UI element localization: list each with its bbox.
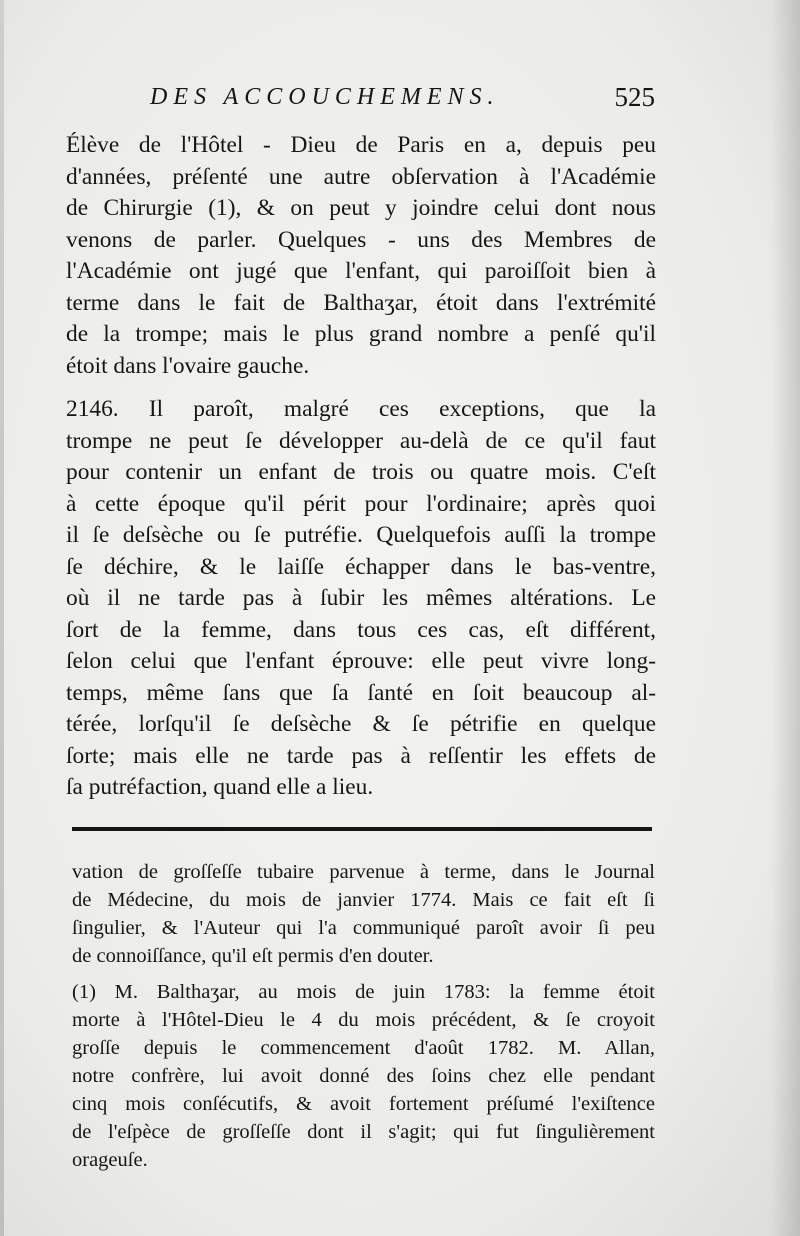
text-line: térée, lorſqu'il ſe deſsèche & ſe pétrifie en quelque — [66, 711, 656, 737]
text-line: ſort de la femme, dans tous ces cas, eſt différent, — [66, 616, 656, 643]
text-line: à cette époque qu'il périt pour l'ordinaire; après quoi — [66, 490, 656, 517]
paragraph-2146 — [66, 394, 656, 804]
text-line: ſorte; mais elle ne tarde pas à reſſentir les effets de — [66, 742, 656, 769]
text-line: venons de parler. Quelques - uns des Membres de — [66, 226, 656, 253]
footnote-line: de Médecine, du mois de janvier 1774. Mais ce fait eſt ſi — [72, 889, 655, 911]
footnote-line: orageuſe. — [72, 1149, 148, 1171]
footnote-line: vation de groſſeſſe tubaire parvenue à terme, dans le Journal — [72, 861, 655, 883]
text-line: l'Académie ont jugé que l'enfant, qui paroiſſoit bien à — [66, 258, 656, 284]
text-line: de Chirurgie (1), & on peut y joindre celui dont nous — [66, 195, 656, 221]
text-line: ſa putréfaction, quand elle a lieu. — [66, 774, 374, 800]
footnote-line: (1) M. Balthaʒar, au mois de juin 1783: la femme étoit — [72, 981, 655, 1003]
text-line: pour contenir un enfant de trois ou quatre mois. C'eſt — [66, 459, 656, 485]
footnote-line: notre confrère, lui avoit donné des ſoins chez elle pendant — [72, 1065, 655, 1087]
text-line: 2146. Il paroît, malgré ces exceptions, que la — [66, 396, 656, 422]
footnote-line: morte à l'Hôtel-Dieu le 4 du mois précédent, & ſe croyoit — [72, 1009, 655, 1031]
footnote-line: de l'eſpèce de groſſeſſe dont il s'agit; qui fut ſingulièrement — [72, 1121, 655, 1143]
paragraph-continuation — [66, 130, 656, 382]
footnote-line: ſingulier, & l'Auteur qui l'a communiqué paroît avoir ſi peu — [72, 917, 655, 939]
page-gutter-edge — [0, 0, 4, 1236]
footnote-line: de connoiſſance, qu'il eſt permis d'en douter. — [72, 945, 434, 967]
running-head-title: DES ACCOUCHEMENS. — [150, 84, 500, 110]
text-line: terme dans le fait de Balthaʒar, étoit dans l'extrémité — [66, 289, 656, 316]
text-line: où il ne tarde pas à ſubir les mêmes altérations. Le — [66, 585, 656, 611]
running-head — [150, 84, 655, 118]
text-line: ſe déchire, & le laiſſe échapper dans le bas-ventre, — [66, 553, 656, 580]
footnote-line: cinq mois conſécutifs, & avoit fortement préſumé l'exiſtence — [72, 1093, 655, 1115]
footnotes — [72, 858, 655, 1174]
footnote-line: groſſe depuis le commencement d'août 1782. M. Allan, — [72, 1037, 655, 1059]
main-text — [66, 130, 656, 804]
page-number: 525 — [614, 82, 655, 112]
text-line: il ſe deſsèche ou ſe putréfie. Quelquefois auſſi la trompe — [66, 522, 656, 548]
footnote-1 — [72, 978, 655, 1174]
page-edge-shadow — [770, 0, 800, 1236]
text-line: de la trompe; mais le plus grand nombre a penſé qu'il — [66, 321, 656, 347]
text-line: Élève de l'Hôtel - Dieu de Paris en a, depuis peu — [66, 132, 656, 158]
text-line: étoit dans l'ovaire gauche. — [66, 352, 310, 379]
text-line: ſelon celui que l'enfant éprouve: elle peut vivre long- — [66, 648, 656, 674]
footnote-divider — [72, 827, 652, 831]
footnote-continuation — [72, 858, 655, 970]
text-line: trompe ne peut ſe développer au-delà de ce qu'il faut — [66, 427, 656, 454]
text-line: temps, même ſans que ſa ſanté en ſoit beaucoup al- — [66, 679, 656, 706]
text-line: d'années, préſenté une autre obſervation à l'Académie — [66, 163, 656, 190]
